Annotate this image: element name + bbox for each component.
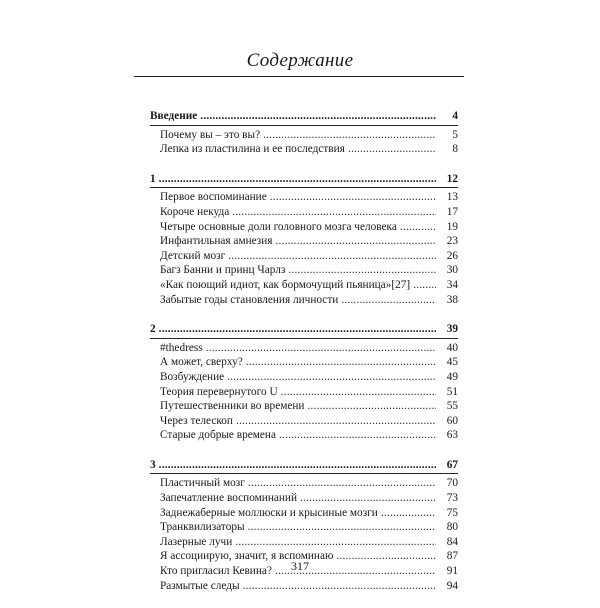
toc-entry-page: 80 <box>436 520 458 535</box>
toc-entry-page: 39 <box>436 322 458 337</box>
toc-entry[interactable] <box>150 263 458 278</box>
toc-entry-label: Четыре основные доли головного мозга человека ..... <box>160 220 436 235</box>
toc-entry-page: 70 <box>436 476 458 491</box>
page-title: Содержание <box>246 50 354 71</box>
toc-entry-label: Кто пригласил Кевина? ..... <box>160 564 436 579</box>
toc-entry-page: 91 <box>436 564 458 579</box>
toc-entry-label: А может, сверху? ..... <box>160 355 436 370</box>
toc-entry-page: 67 <box>436 458 458 473</box>
toc-entry-label: Почему вы – это вы? ..... <box>160 128 436 143</box>
toc-entry-page: 45 <box>436 355 458 370</box>
toc-entry-label: Размытые следы ..... <box>160 579 436 594</box>
toc-entry-page: 4 <box>436 109 458 124</box>
toc-entry[interactable] <box>150 249 458 264</box>
section-divider <box>150 338 458 339</box>
toc-entry-label: Пластичный мозг ..... <box>160 476 436 491</box>
toc-entry[interactable] <box>150 476 458 491</box>
toc-entry[interactable] <box>150 491 458 506</box>
toc-entry-label: Детский мозг ..... <box>160 249 436 264</box>
toc-entry-page: 5 <box>436 128 458 143</box>
toc-entry[interactable] <box>150 579 458 594</box>
toc-entry-page: 34 <box>436 278 458 293</box>
toc-entry-page: 40 <box>436 341 458 356</box>
toc-entry-label: Теория перевернутого U ..... <box>160 385 436 400</box>
toc-entry-page: 60 <box>436 414 458 429</box>
toc-entry[interactable] <box>150 506 458 521</box>
toc-entry-page: 63 <box>436 428 458 443</box>
toc-entry-label: Инфантильная амнезия ..... <box>160 234 436 249</box>
toc-entry[interactable] <box>150 234 458 249</box>
toc-entry-label: Короче некуда ..... <box>160 205 436 220</box>
toc-entry[interactable] <box>150 190 458 205</box>
toc-entry-page: 23 <box>436 234 458 249</box>
toc-entry-label: Лазерные лучи ..... <box>160 535 436 550</box>
toc-entry-label: 1 ..... <box>150 172 436 187</box>
toc-entry[interactable] <box>150 205 458 220</box>
toc-entry[interactable] <box>150 385 458 400</box>
toc-entry-label: 2 ..... <box>150 322 436 337</box>
toc-entry-page: 87 <box>436 549 458 564</box>
toc-entry-label: Введение ..... <box>150 109 436 124</box>
section-divider <box>150 473 458 474</box>
toc-entry[interactable] <box>150 293 458 308</box>
toc-entry[interactable] <box>150 128 458 143</box>
table-of-contents <box>150 109 458 608</box>
section-divider <box>150 187 458 188</box>
toc-entry-page: 26 <box>436 249 458 264</box>
toc-entry-page: 19 <box>436 220 458 235</box>
toc-entry[interactable] <box>150 428 458 443</box>
toc-entry-page: 13 <box>436 190 458 205</box>
toc-section-heading[interactable] <box>150 322 458 337</box>
toc-entry-label: Я ассоциирую, значит, я вспоминаю ..... <box>160 549 436 564</box>
toc-section <box>150 322 458 443</box>
toc-entry-page: 84 <box>436 535 458 550</box>
toc-entry[interactable] <box>150 414 458 429</box>
toc-entry-page: 94 <box>436 579 458 594</box>
toc-entry[interactable] <box>150 355 458 370</box>
toc-section-heading[interactable] <box>150 109 458 124</box>
toc-entry-label: Путешественники во времени ..... <box>160 399 436 414</box>
toc-entry-label: Заднежаберные моллюски и крысиные мозги ..... <box>160 506 436 521</box>
toc-entry[interactable] <box>150 370 458 385</box>
toc-entry-page: 17 <box>436 205 458 220</box>
toc-entry-label: Лепка из пластилина и ее последствия ..... <box>160 142 436 157</box>
section-divider <box>150 125 458 126</box>
toc-entry-label: Забытые годы становления личности ..... <box>160 293 436 308</box>
toc-entry-label: #thedress ..... <box>160 341 436 356</box>
toc-entry-label: Запечатление воспоминаний ..... <box>160 491 436 506</box>
toc-section-heading[interactable] <box>150 172 458 187</box>
toc-entry-label: Багз Банни и принц Чарлз ..... <box>160 263 436 278</box>
toc-entry-page: 51 <box>436 385 458 400</box>
toc-entry-label: «Как поющий идиот, как бормочущий пьяница»[27] ..... <box>160 278 436 293</box>
toc-entry-page: 30 <box>436 263 458 278</box>
toc-entry-label: Возбуждение ..... <box>160 370 436 385</box>
toc-entry[interactable] <box>150 220 458 235</box>
toc-entry[interactable] <box>150 278 458 293</box>
toc-entry-label: 3 ..... <box>150 458 436 473</box>
toc-entry[interactable] <box>150 142 458 157</box>
toc-entry-page: 73 <box>436 491 458 506</box>
toc-entry-page: 38 <box>436 293 458 308</box>
toc-entry[interactable] <box>150 520 458 535</box>
toc-entry[interactable] <box>150 399 458 414</box>
toc-entry-label: Первое воспоминание ..... <box>160 190 436 205</box>
toc-section <box>150 172 458 307</box>
toc-entry[interactable] <box>150 535 458 550</box>
toc-entry-label: Через телескоп ..... <box>160 414 436 429</box>
title-underline <box>134 76 464 77</box>
toc-entry-page: 75 <box>436 506 458 521</box>
toc-entry-label: Транквилизаторы ..... <box>160 520 436 535</box>
toc-entry-page: 49 <box>436 370 458 385</box>
toc-entry-page: 8 <box>436 142 458 157</box>
page-number: 317 <box>291 559 309 573</box>
toc-section-heading[interactable] <box>150 458 458 473</box>
toc-entry-label: Старые добрые времена ..... <box>160 428 436 443</box>
toc-entry[interactable] <box>150 341 458 356</box>
toc-section <box>150 109 458 157</box>
toc-entry-page: 12 <box>436 172 458 187</box>
toc-entry-page: 55 <box>436 399 458 414</box>
